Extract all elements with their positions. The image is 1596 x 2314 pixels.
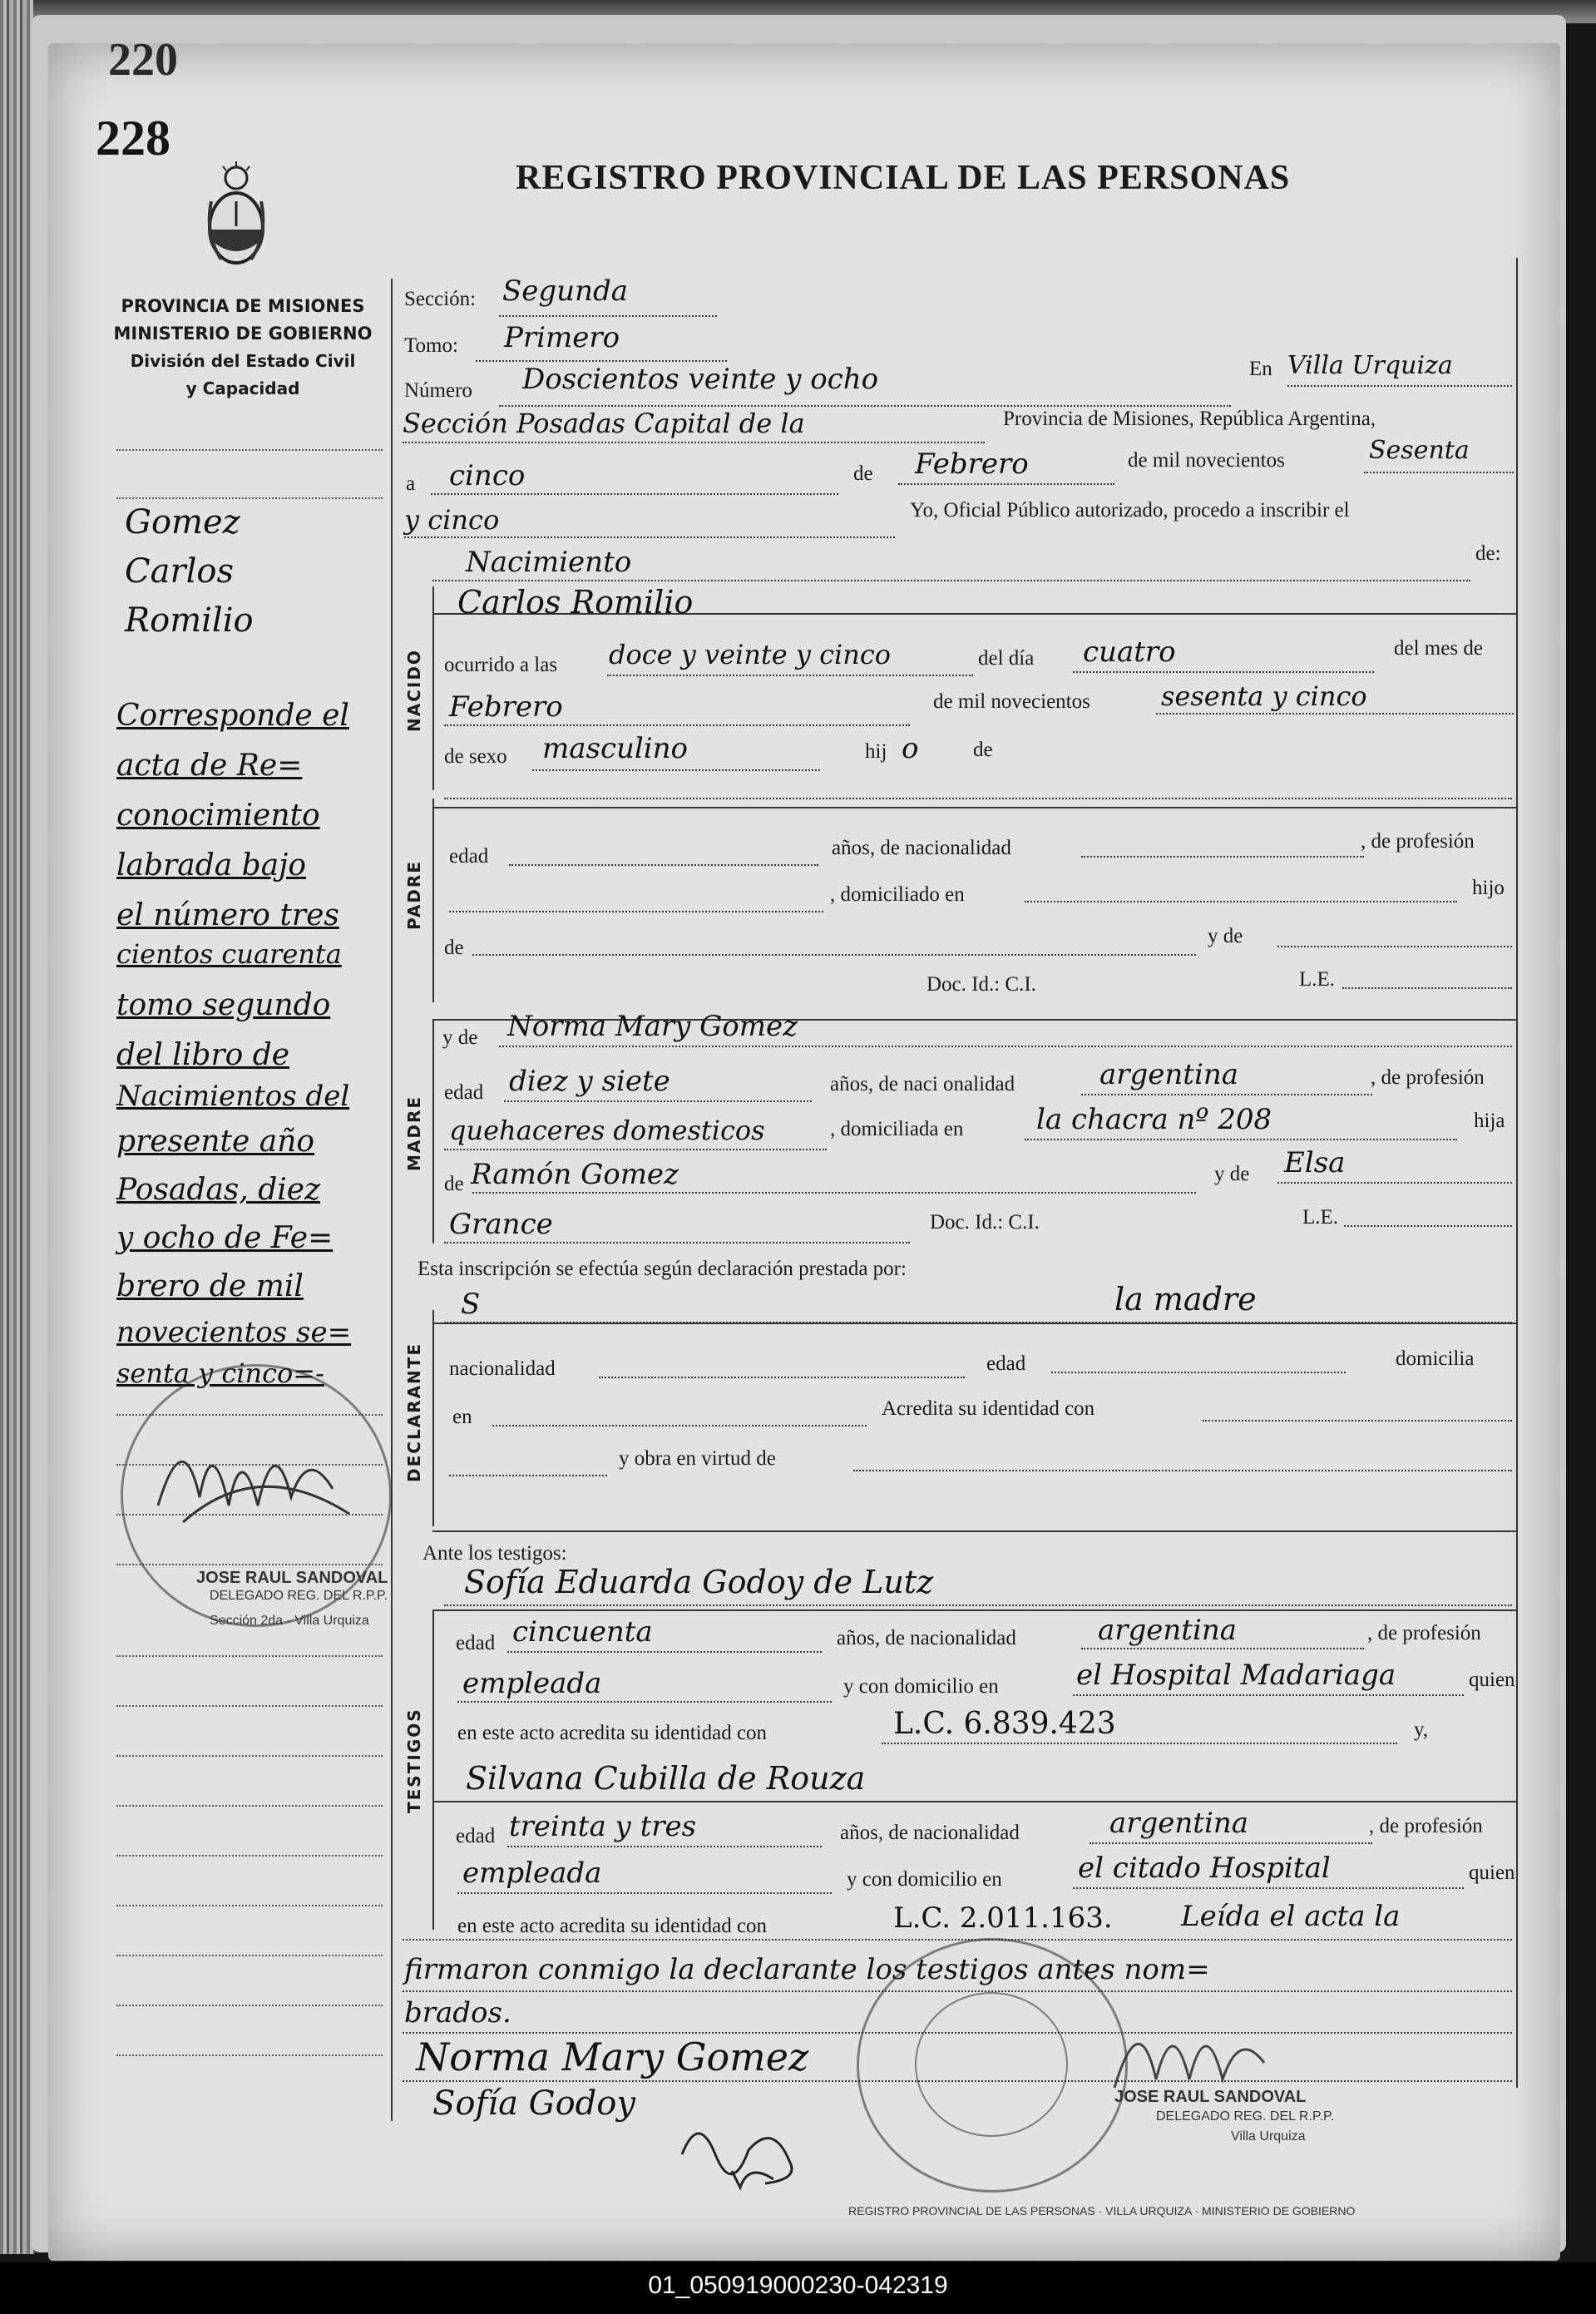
de-mil-nac-label: de mil novecientos bbox=[933, 690, 1090, 713]
stamp-role: DELEGADO REG. DEL R.P.P. bbox=[210, 1589, 388, 1603]
fill-line bbox=[449, 1474, 607, 1476]
image-caption: 01_050919000230-042319 bbox=[0, 2262, 1596, 2314]
t2-edad-label: edad bbox=[456, 1825, 496, 1847]
fill-line bbox=[457, 1700, 832, 1703]
t1-profesion-value: empleada bbox=[462, 1667, 602, 1700]
side-label-madre: MADRE bbox=[404, 1095, 424, 1171]
fill-line bbox=[882, 1742, 1397, 1744]
de-colon-label: de: bbox=[1475, 542, 1501, 565]
fill-line bbox=[499, 404, 1231, 407]
madre-le-label: L.E. bbox=[1302, 1206, 1339, 1229]
anio2-value: y cinco bbox=[404, 504, 500, 536]
margin-first-name: Carlos bbox=[125, 552, 234, 591]
hij-label: hij bbox=[865, 740, 887, 763]
madre-hija-label: hija bbox=[1474, 1110, 1505, 1132]
t1-quien-label: quien bbox=[1469, 1669, 1515, 1691]
padre-y-de-label: y de bbox=[1208, 925, 1243, 947]
margin-divider bbox=[391, 279, 393, 2121]
t1-nacionalidad-value: argentina bbox=[1098, 1614, 1238, 1647]
ocurrido-label: ocurrido a las bbox=[444, 654, 558, 676]
seccion-value: Segunda bbox=[502, 274, 629, 308]
t1-edad-label: edad bbox=[456, 1632, 496, 1654]
fill-line bbox=[431, 492, 838, 495]
margin-note-line: y ocho de Fe= bbox=[116, 1221, 334, 1255]
stamp-place-2: Villa Urquiza bbox=[1231, 2129, 1306, 2143]
provincia-label: Provincia de Misiones, República Argentina, bbox=[1003, 408, 1376, 430]
madre-edad-label: edad bbox=[444, 1081, 484, 1104]
t2-nacionalidad-label: años, de nacionalidad bbox=[840, 1822, 1020, 1844]
fill-line bbox=[504, 1100, 812, 1102]
margin-note-line: Posadas, diez bbox=[116, 1173, 321, 1207]
t1-documento-value: L.C. 6.839.423 bbox=[893, 1707, 1116, 1741]
testigo2-value: Silvana Cubilla de Rouza bbox=[466, 1760, 866, 1797]
fill-line bbox=[898, 482, 1114, 485]
issuer-header bbox=[93, 293, 393, 403]
fill-line bbox=[507, 1845, 822, 1847]
fill-line bbox=[1364, 471, 1514, 473]
madre-doc-label: Doc. Id.: C.I. bbox=[930, 1211, 1040, 1234]
side-label-padre: PADRE bbox=[404, 860, 424, 930]
del-dia-label: del día bbox=[978, 647, 1035, 670]
de-mil-label: de mil novecientos bbox=[1128, 449, 1285, 472]
madre-edad-value: diez y siete bbox=[509, 1065, 670, 1098]
t1-domicilio-value: el Hospital Madariaga bbox=[1076, 1659, 1396, 1692]
de-sexo-label: de sexo bbox=[444, 745, 507, 768]
fill-line bbox=[499, 1045, 1512, 1047]
fill-line bbox=[1073, 1693, 1464, 1696]
margin-note-line: tomo segundo bbox=[116, 988, 331, 1022]
fill-line bbox=[1025, 900, 1457, 902]
t2-acredita-label: en este acto acredita su identidad con bbox=[457, 1915, 768, 1937]
padre-edad-label: edad bbox=[449, 845, 489, 868]
hora-value: doce y veinte y cinco bbox=[609, 639, 892, 670]
issuer-ministry: MINISTERIO DE GOBIERNO bbox=[113, 324, 373, 344]
madre-madre-value: Elsa bbox=[1284, 1146, 1346, 1179]
t1-nacionalidad-label: años, de nacionalidad bbox=[837, 1627, 1016, 1649]
madre-nacionalidad-value: argentina bbox=[1099, 1058, 1239, 1091]
madre-domicilio-label: , domiciliada en bbox=[830, 1118, 964, 1140]
margin-surname: Gomez bbox=[125, 503, 240, 541]
t1-y-label: y, bbox=[1414, 1718, 1429, 1741]
t1-acredita-label: en este acto acredita su identidad con bbox=[457, 1722, 768, 1744]
margin-rule bbox=[116, 1955, 383, 1956]
numero-value: Doscientos veinte y ocho bbox=[522, 363, 879, 396]
fill-line bbox=[472, 1191, 1196, 1194]
rule bbox=[432, 1530, 1516, 1532]
issuer-division: División del Estado Civil bbox=[130, 351, 356, 371]
padre-profesion-label: , de profesión bbox=[1361, 830, 1475, 853]
margin-rule bbox=[116, 1655, 383, 1657]
de2-label: de bbox=[973, 739, 993, 761]
t2-edad-value: treinta y tres bbox=[509, 1810, 697, 1843]
madre-profesion-label: , de profesión bbox=[1371, 1066, 1485, 1089]
fill-line bbox=[444, 724, 910, 726]
fill-line bbox=[449, 910, 823, 912]
margin-second-name: Romilio bbox=[125, 601, 254, 640]
fill-line bbox=[509, 863, 818, 866]
padre-domicilio-label: , domiciliado en bbox=[830, 883, 965, 906]
fill-line bbox=[403, 1938, 1512, 1941]
side-label-testigos: TESTIGOS bbox=[404, 1708, 424, 1813]
t2-domicilio-value: el citado Hospital bbox=[1078, 1852, 1331, 1885]
fill-line bbox=[457, 1891, 832, 1894]
mes-value: Febrero bbox=[915, 447, 1029, 481]
fill-line bbox=[1203, 1419, 1512, 1422]
margin-note-line: novecientos se= bbox=[116, 1316, 352, 1349]
margin-rule bbox=[116, 1855, 383, 1857]
obra-label: y obra en virtud de bbox=[619, 1447, 776, 1470]
t2-quien-label: quien bbox=[1469, 1862, 1515, 1884]
margin-rule bbox=[116, 1755, 383, 1757]
madre-domicilio-value: la chacra nº 208 bbox=[1036, 1103, 1272, 1136]
seccion-lugar-value: Sección Posadas Capital de la bbox=[403, 408, 805, 439]
t2-nacionalidad-value: argentina bbox=[1109, 1807, 1249, 1840]
margin-rule bbox=[116, 497, 383, 499]
margin-note-line: del libro de bbox=[116, 1038, 290, 1072]
margin-note-line: el número tres bbox=[116, 898, 339, 932]
madre-y-de2-label: y de bbox=[1214, 1163, 1250, 1185]
t2-profesion-label: , de profesión bbox=[1369, 1815, 1483, 1837]
fill-line bbox=[1277, 1181, 1512, 1184]
fill-line bbox=[403, 441, 985, 443]
madre-de-label: de bbox=[444, 1173, 464, 1195]
fill-line bbox=[1051, 1371, 1346, 1373]
margin-note-line: Corresponde el bbox=[116, 699, 349, 733]
book-binding bbox=[0, 0, 35, 2254]
margin-note-line: brero de mil bbox=[116, 1269, 304, 1303]
fill-line bbox=[853, 1469, 1512, 1471]
fill-line bbox=[1081, 855, 1364, 858]
side-label-nacido: NACIDO bbox=[404, 649, 424, 732]
del-mes-label: del mes de bbox=[1394, 637, 1483, 660]
rule bbox=[432, 1609, 1516, 1611]
declarante-en-label: en bbox=[452, 1406, 472, 1428]
fill-line bbox=[444, 1241, 910, 1244]
testigos-bracket bbox=[432, 1609, 434, 1930]
ante-label: Ante los testigos: bbox=[422, 1542, 567, 1565]
fill-line bbox=[444, 1321, 1512, 1323]
t1-profesion-label: , de profesión bbox=[1367, 1622, 1481, 1644]
declarante-nacionalidad-label: nacionalidad bbox=[449, 1357, 556, 1380]
madre-y-de-label: y de bbox=[442, 1026, 478, 1049]
round-stamp-inner bbox=[915, 1992, 1068, 2137]
inscripcion-label: Esta inscripción se efectúa según declaración prestada por: bbox=[418, 1258, 907, 1280]
national-crest-icon bbox=[196, 160, 276, 272]
fill-line bbox=[1081, 1093, 1372, 1095]
anio-value: Sesenta bbox=[1369, 436, 1470, 465]
madre-nombre-value: Norma Mary Gomez bbox=[507, 1010, 798, 1043]
margin-rule bbox=[116, 2005, 383, 2006]
nacido-bracket bbox=[432, 586, 434, 790]
declarante-bracket bbox=[432, 1310, 434, 1526]
madre-padre-value: Ramón Gomez bbox=[471, 1158, 679, 1191]
stamp-name: JOSE RAUL SANDOVAL bbox=[196, 1569, 388, 1587]
stamp-name-2: JOSE RAUL SANDOVAL bbox=[1114, 2088, 1307, 2106]
right-border bbox=[1516, 258, 1518, 2088]
closing-line-3: brados. bbox=[404, 1996, 511, 2030]
fill-line bbox=[444, 1604, 1512, 1606]
margin-note-line: Nacimientos del bbox=[116, 1080, 350, 1113]
fill-line bbox=[607, 674, 973, 676]
padre-bracket bbox=[432, 799, 434, 1002]
dia-nac-value: cuatro bbox=[1083, 635, 1176, 669]
margin-note-line: labrada bajo bbox=[116, 848, 306, 883]
fill-line bbox=[1081, 1647, 1364, 1649]
fill-line bbox=[432, 579, 1470, 581]
fill-line bbox=[1342, 986, 1512, 989]
declarante-mark: S bbox=[461, 1288, 481, 1321]
witness-signature: Sofía Godoy bbox=[432, 2084, 635, 2123]
acta-value: Nacimiento bbox=[466, 546, 632, 579]
lugar-value: Villa Urquiza bbox=[1287, 351, 1453, 380]
fill-line bbox=[1090, 1842, 1372, 1844]
padre-le-label: L.E. bbox=[1299, 968, 1336, 991]
numero-label: Número bbox=[404, 379, 472, 402]
anio-nac-value: sesenta y cinco bbox=[1161, 680, 1367, 712]
margin-note-line: presente año bbox=[116, 1125, 315, 1159]
stamp-round-text: REGISTRO PROVINCIAL DE LAS PERSONAS · VILLA URQUIZA · MINISTERIO DE GOBIERNO bbox=[848, 2204, 1356, 2218]
en-label: En bbox=[1249, 358, 1272, 380]
previous-page-number: 220 bbox=[108, 34, 178, 86]
padre-hijo-label: hijo bbox=[1472, 877, 1505, 899]
margin-rule bbox=[116, 449, 383, 451]
fill-line bbox=[444, 797, 1512, 799]
dia-value: cinco bbox=[449, 459, 526, 492]
padre-nacionalidad-label: años, de nacionalidad bbox=[832, 837, 1011, 859]
hij-suffix-value: o bbox=[902, 732, 919, 765]
fill-line bbox=[444, 1148, 827, 1150]
acredita-label: Acredita su identidad con bbox=[882, 1397, 1095, 1420]
declarante-value: la madre bbox=[1114, 1281, 1257, 1318]
t1-edad-value: cincuenta bbox=[512, 1615, 653, 1649]
madre-profesion-value: quehaceres domesticos bbox=[449, 1115, 765, 1146]
stamp-place: Sección 2da - Villa Urquiza bbox=[210, 1614, 369, 1628]
margin-note-line: conocimiento bbox=[116, 799, 320, 833]
madre-madre2-value: Grance bbox=[449, 1208, 553, 1241]
fill-line bbox=[1073, 670, 1374, 673]
fill-line bbox=[1073, 1886, 1464, 1889]
padre-doc-label: Doc. Id.: C.I. bbox=[926, 973, 1036, 996]
a-label: a bbox=[406, 472, 416, 495]
de-label: de bbox=[853, 462, 873, 485]
mes-nac-value: Febrero bbox=[449, 690, 563, 724]
fill-line bbox=[1287, 384, 1512, 387]
seccion-label: Sección: bbox=[404, 288, 477, 310]
fill-line bbox=[1344, 1224, 1512, 1227]
fill-line bbox=[1277, 945, 1512, 947]
padre-de-label: de bbox=[444, 937, 464, 959]
t2-profesion-value: empleada bbox=[462, 1857, 602, 1890]
declarante-domicilia-label: domicilia bbox=[1396, 1347, 1475, 1370]
fill-line bbox=[492, 1424, 867, 1426]
margin-rule bbox=[116, 1805, 383, 1807]
yo-label: Yo, Oficial Público autorizado, procedo a inscribir el bbox=[910, 499, 1350, 522]
fill-line bbox=[1156, 712, 1514, 714]
fill-line bbox=[532, 769, 820, 771]
fill-line bbox=[476, 359, 727, 362]
rule bbox=[432, 807, 1516, 808]
margin-rule bbox=[116, 2054, 383, 2056]
t2-documento-value: L.C. 2.011.163. bbox=[893, 1901, 1113, 1935]
tomo-value: Primero bbox=[504, 321, 620, 354]
margin-rule bbox=[116, 1705, 383, 1707]
madre-bracket bbox=[432, 1019, 434, 1244]
tomo-label: Tomo: bbox=[404, 334, 458, 357]
rule bbox=[432, 1801, 1516, 1802]
margin-note-line: cientos cuarenta bbox=[116, 938, 342, 970]
issuer-province: PROVINCIA DE MISIONES bbox=[121, 296, 365, 316]
fill-line bbox=[499, 314, 717, 317]
page-title: REGISTRO PROVINCIAL DE LAS PERSONAS bbox=[516, 159, 1291, 197]
issuer-capacity: y Capacidad bbox=[185, 378, 300, 398]
t1-domicilio-label: y con domicilio en bbox=[843, 1675, 999, 1698]
side-label-declarante: DECLARANTE bbox=[404, 1342, 424, 1482]
signature-icon bbox=[665, 2104, 832, 2200]
margin-note-line: acta de Re= bbox=[116, 749, 303, 783]
testigo1-value: Sofía Eduarda Godoy de Lutz bbox=[464, 1564, 934, 1600]
fill-line bbox=[1025, 1138, 1457, 1140]
page-number: 228 bbox=[96, 111, 170, 166]
sexo-value: masculino bbox=[542, 732, 689, 765]
fill-line bbox=[404, 536, 895, 538]
closing-line-2: firmaron conmigo la declarante los testigos antes nom= bbox=[404, 1953, 1210, 1986]
margin-rule bbox=[116, 1905, 383, 1906]
margin-note-line: senta y cinco=- bbox=[116, 1357, 324, 1389]
madre-nacionalidad-label: años, de naci onalidad bbox=[830, 1073, 1015, 1095]
fill-line bbox=[599, 1376, 965, 1378]
stamp-role-2: DELEGADO REG. DEL R.P.P. bbox=[1156, 2109, 1335, 2124]
nombre-value: Carlos Romilio bbox=[457, 584, 694, 621]
mother-signature: Norma Mary Gomez bbox=[416, 2035, 809, 2079]
fill-line bbox=[507, 1650, 822, 1653]
fill-line bbox=[472, 953, 1196, 956]
t2-domicilio-label: y con domicilio en bbox=[847, 1868, 1002, 1891]
declarante-edad-label: edad bbox=[986, 1352, 1026, 1375]
closing-line-1: Leída el acta la bbox=[1181, 1900, 1401, 1933]
